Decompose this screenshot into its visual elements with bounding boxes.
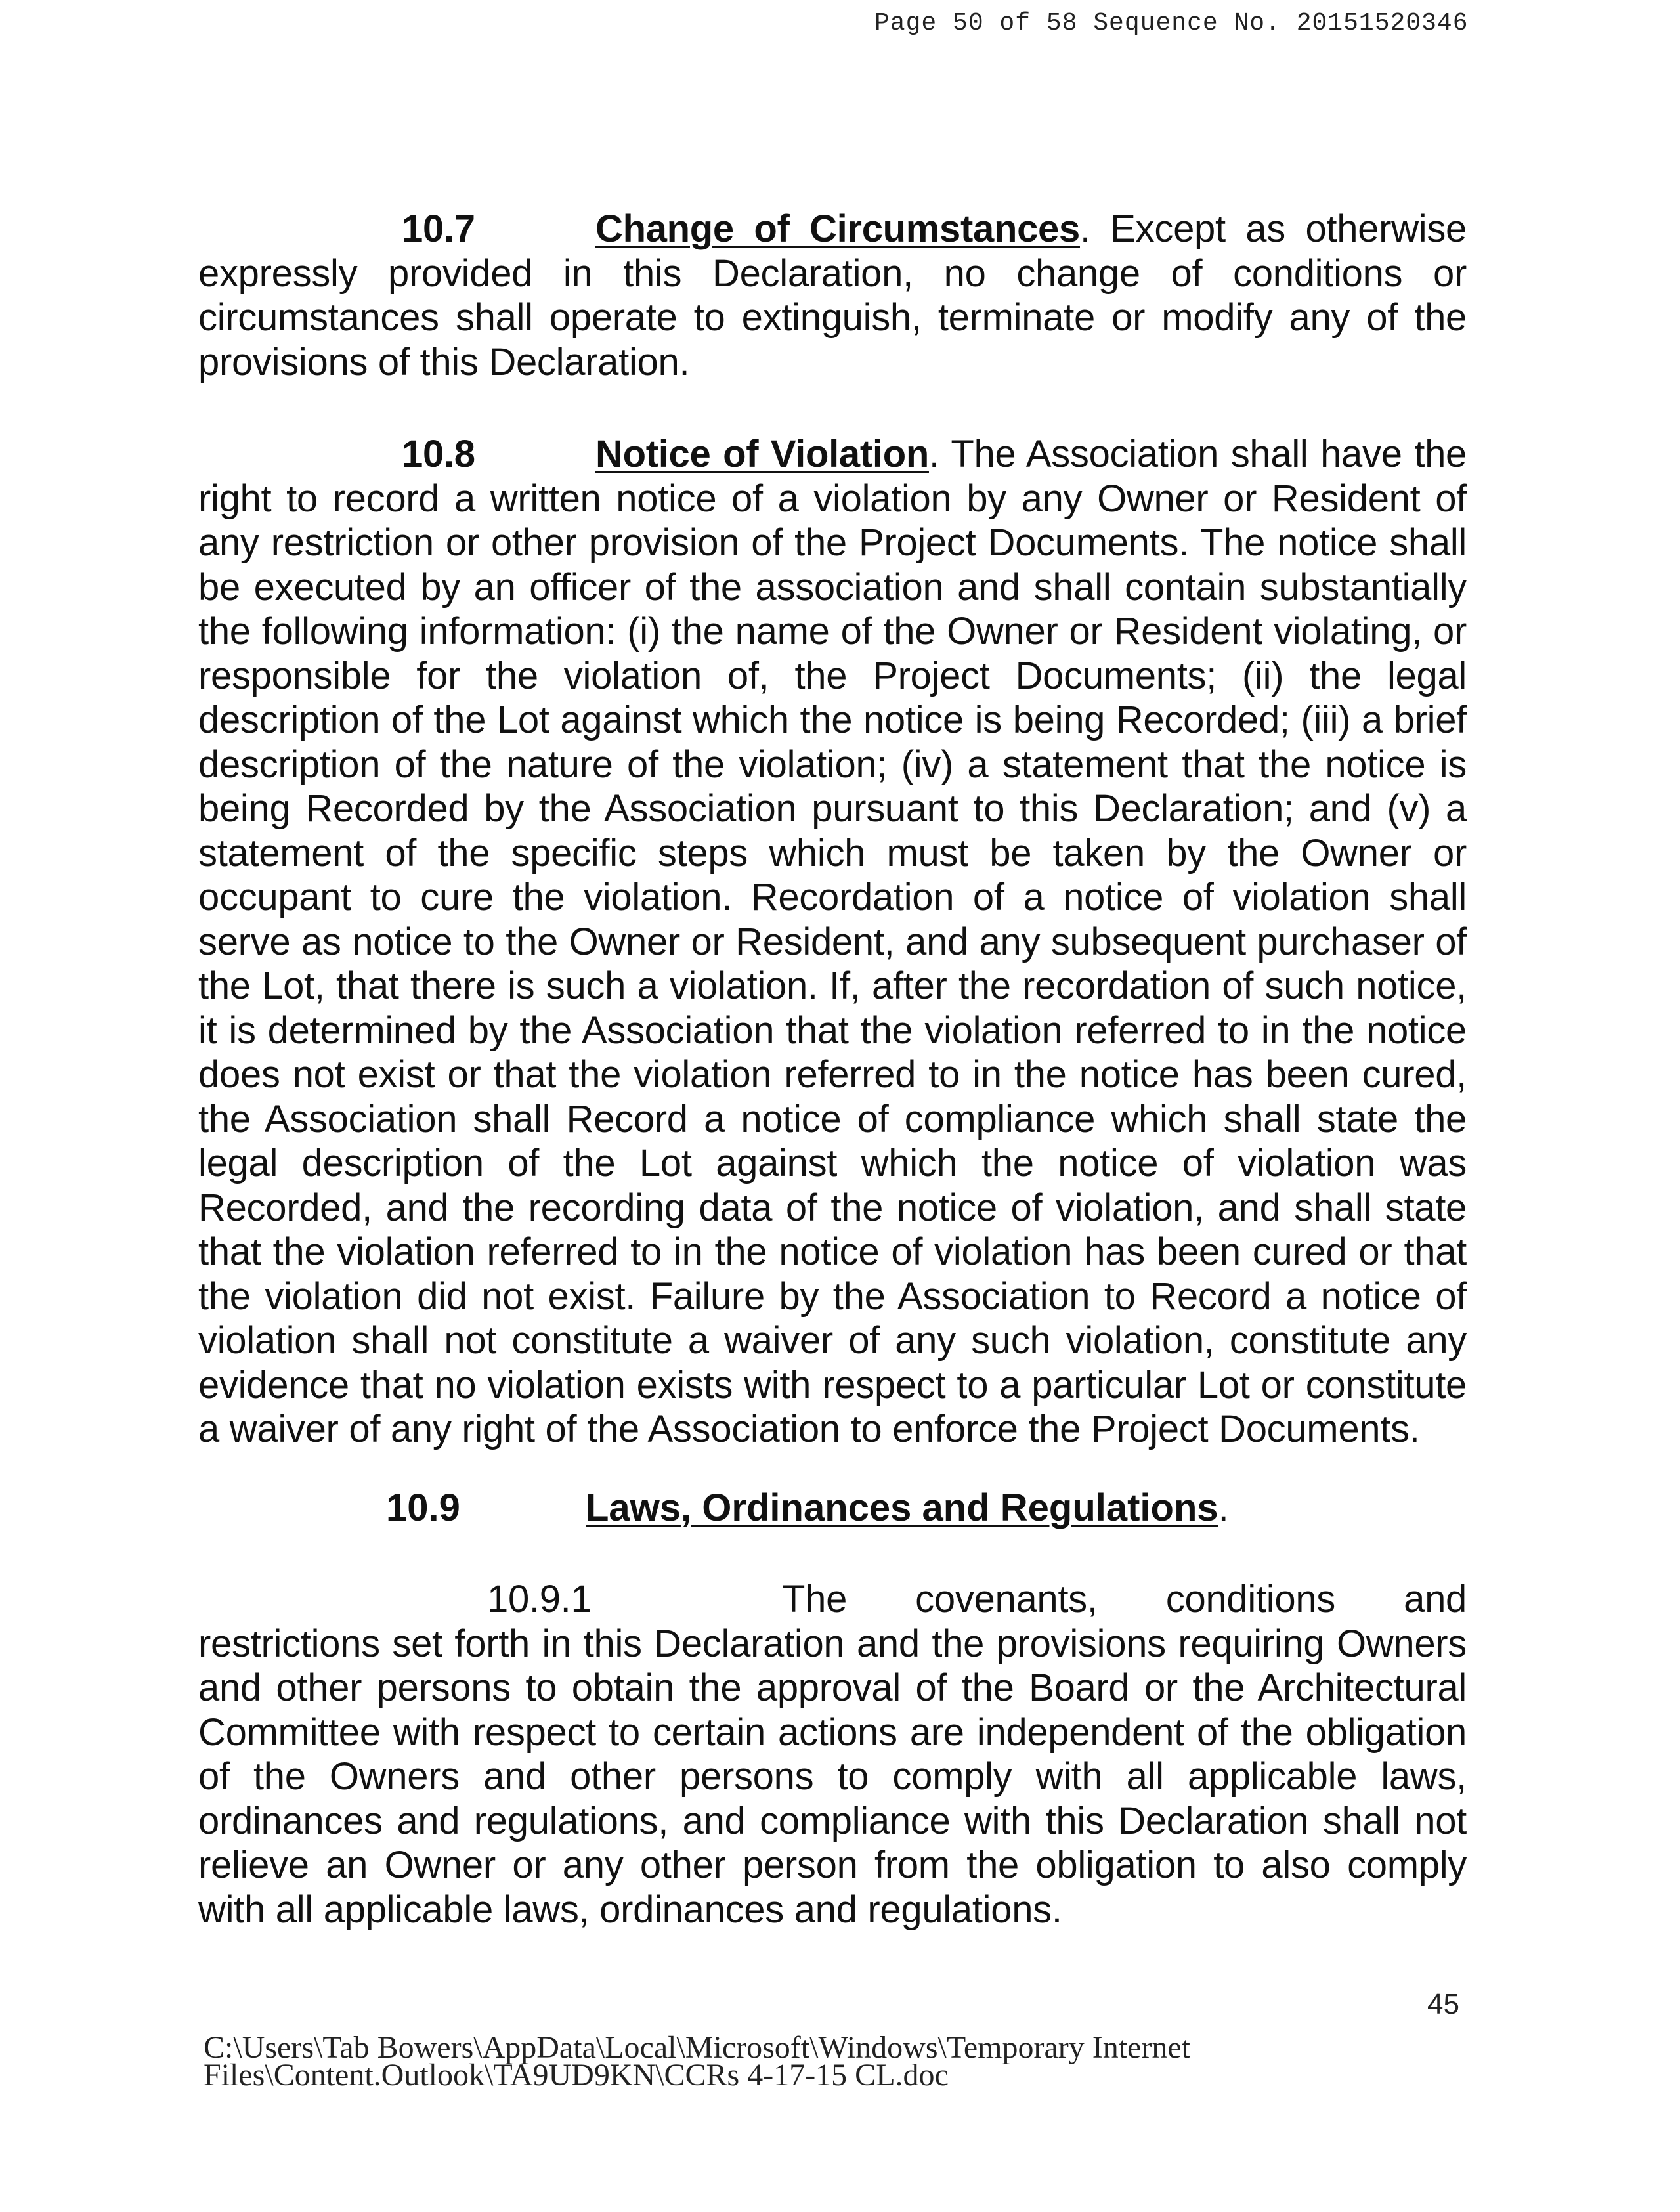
page-number: 45 <box>1427 1988 1459 2020</box>
file-path-line-1: C:\Users\Tab Bowers\AppData\Local\Microsoft\Windows\Temporary Internet <box>204 2030 1190 2065</box>
section-number: 10.8 <box>402 433 475 475</box>
section-10-8 <box>198 432 1467 1452</box>
section-10-9-1 <box>198 1577 1467 1932</box>
section-body: . Except as otherwise expressly provided in this Declaration, no change of conditions or circumstances shall operate to extinguish, terminate or modify any of the provisions of this Declaration. <box>198 207 1467 383</box>
section-body: . The Association shall have the right to record a written notice of a violation by any Owner or Resident of any restriction or other provision of the Project Documents. The notice shall be executed by an officer of the association and shall contain substantially the following information: (i) the name of the Owner or Resident violating, or responsible for the violation of, the Project Documents; (ii) the legal description of the Lot against which the notice is being Recorded; (iii) a brief description of the nature of the violation; (iv) a statement that the notice is being Recorded by the Association pursuant to this Declaration; and (v) a statement of the specific steps which must be taken by the Owner or occupant to cure the violation. Recordation of a notice of violation shall serve as notice to the Owner or Resident, and any subsequent purchaser of the Lot, that there is such a violation. If, after the recordation of such notice, it is determined by the Association that the violation referred to in the notice does not exist or that the violation referred to in the notice has been cured, the Association shall Record a notice of compliance which shall state the legal description of the Lot against which the notice of violation was Recorded, and the recording data of the notice of violation, and shall state that the violation referred to in the notice of violation has been cured or that the violation did not exist. Failure by the Association to Record a notice of violation shall not constitute a waiver of any such violation, constitute any evidence that no violation exists with respect to a particular Lot or constitute a waiver of any right of the Association to enforce the Project Documents. <box>198 433 1467 1450</box>
section-number: 10.7 <box>402 207 475 250</box>
section-number: 10.9 <box>386 1486 460 1529</box>
section-10-7 <box>198 207 1467 384</box>
section-title-period: . <box>1218 1486 1229 1529</box>
footer-file-path <box>204 2030 1190 2093</box>
section-title: Notice of Violation <box>595 433 929 475</box>
page-header: Page 50 of 58 Sequence No. 20151520346 <box>874 9 1469 37</box>
section-title: Laws, Ordinances and Regulations <box>586 1486 1218 1529</box>
file-path-line-2: Files\Content.Outlook\TA9UD9KN\CCRs 4-17-15 CL.doc <box>204 2058 949 2093</box>
section-title: Change of Circumstances <box>595 207 1080 250</box>
subsection-body: The covenants, conditions and restrictions set forth in this Declaration and the provisions requiring Owners and other persons to obtain the approval of the Board or the Architectural Committee with respect to certain actions are independent of the obligation of the Owners and other persons to comply with all applicable laws, ordinances and regulations, and compliance with this Declaration shall not relieve an Owner or any other person from the obligation to also comply with all applicable laws, ordinances and regulations. <box>198 1578 1467 1931</box>
subsection-number: 10.9.1 <box>487 1578 592 1620</box>
section-10-9-heading <box>386 1486 1229 1530</box>
